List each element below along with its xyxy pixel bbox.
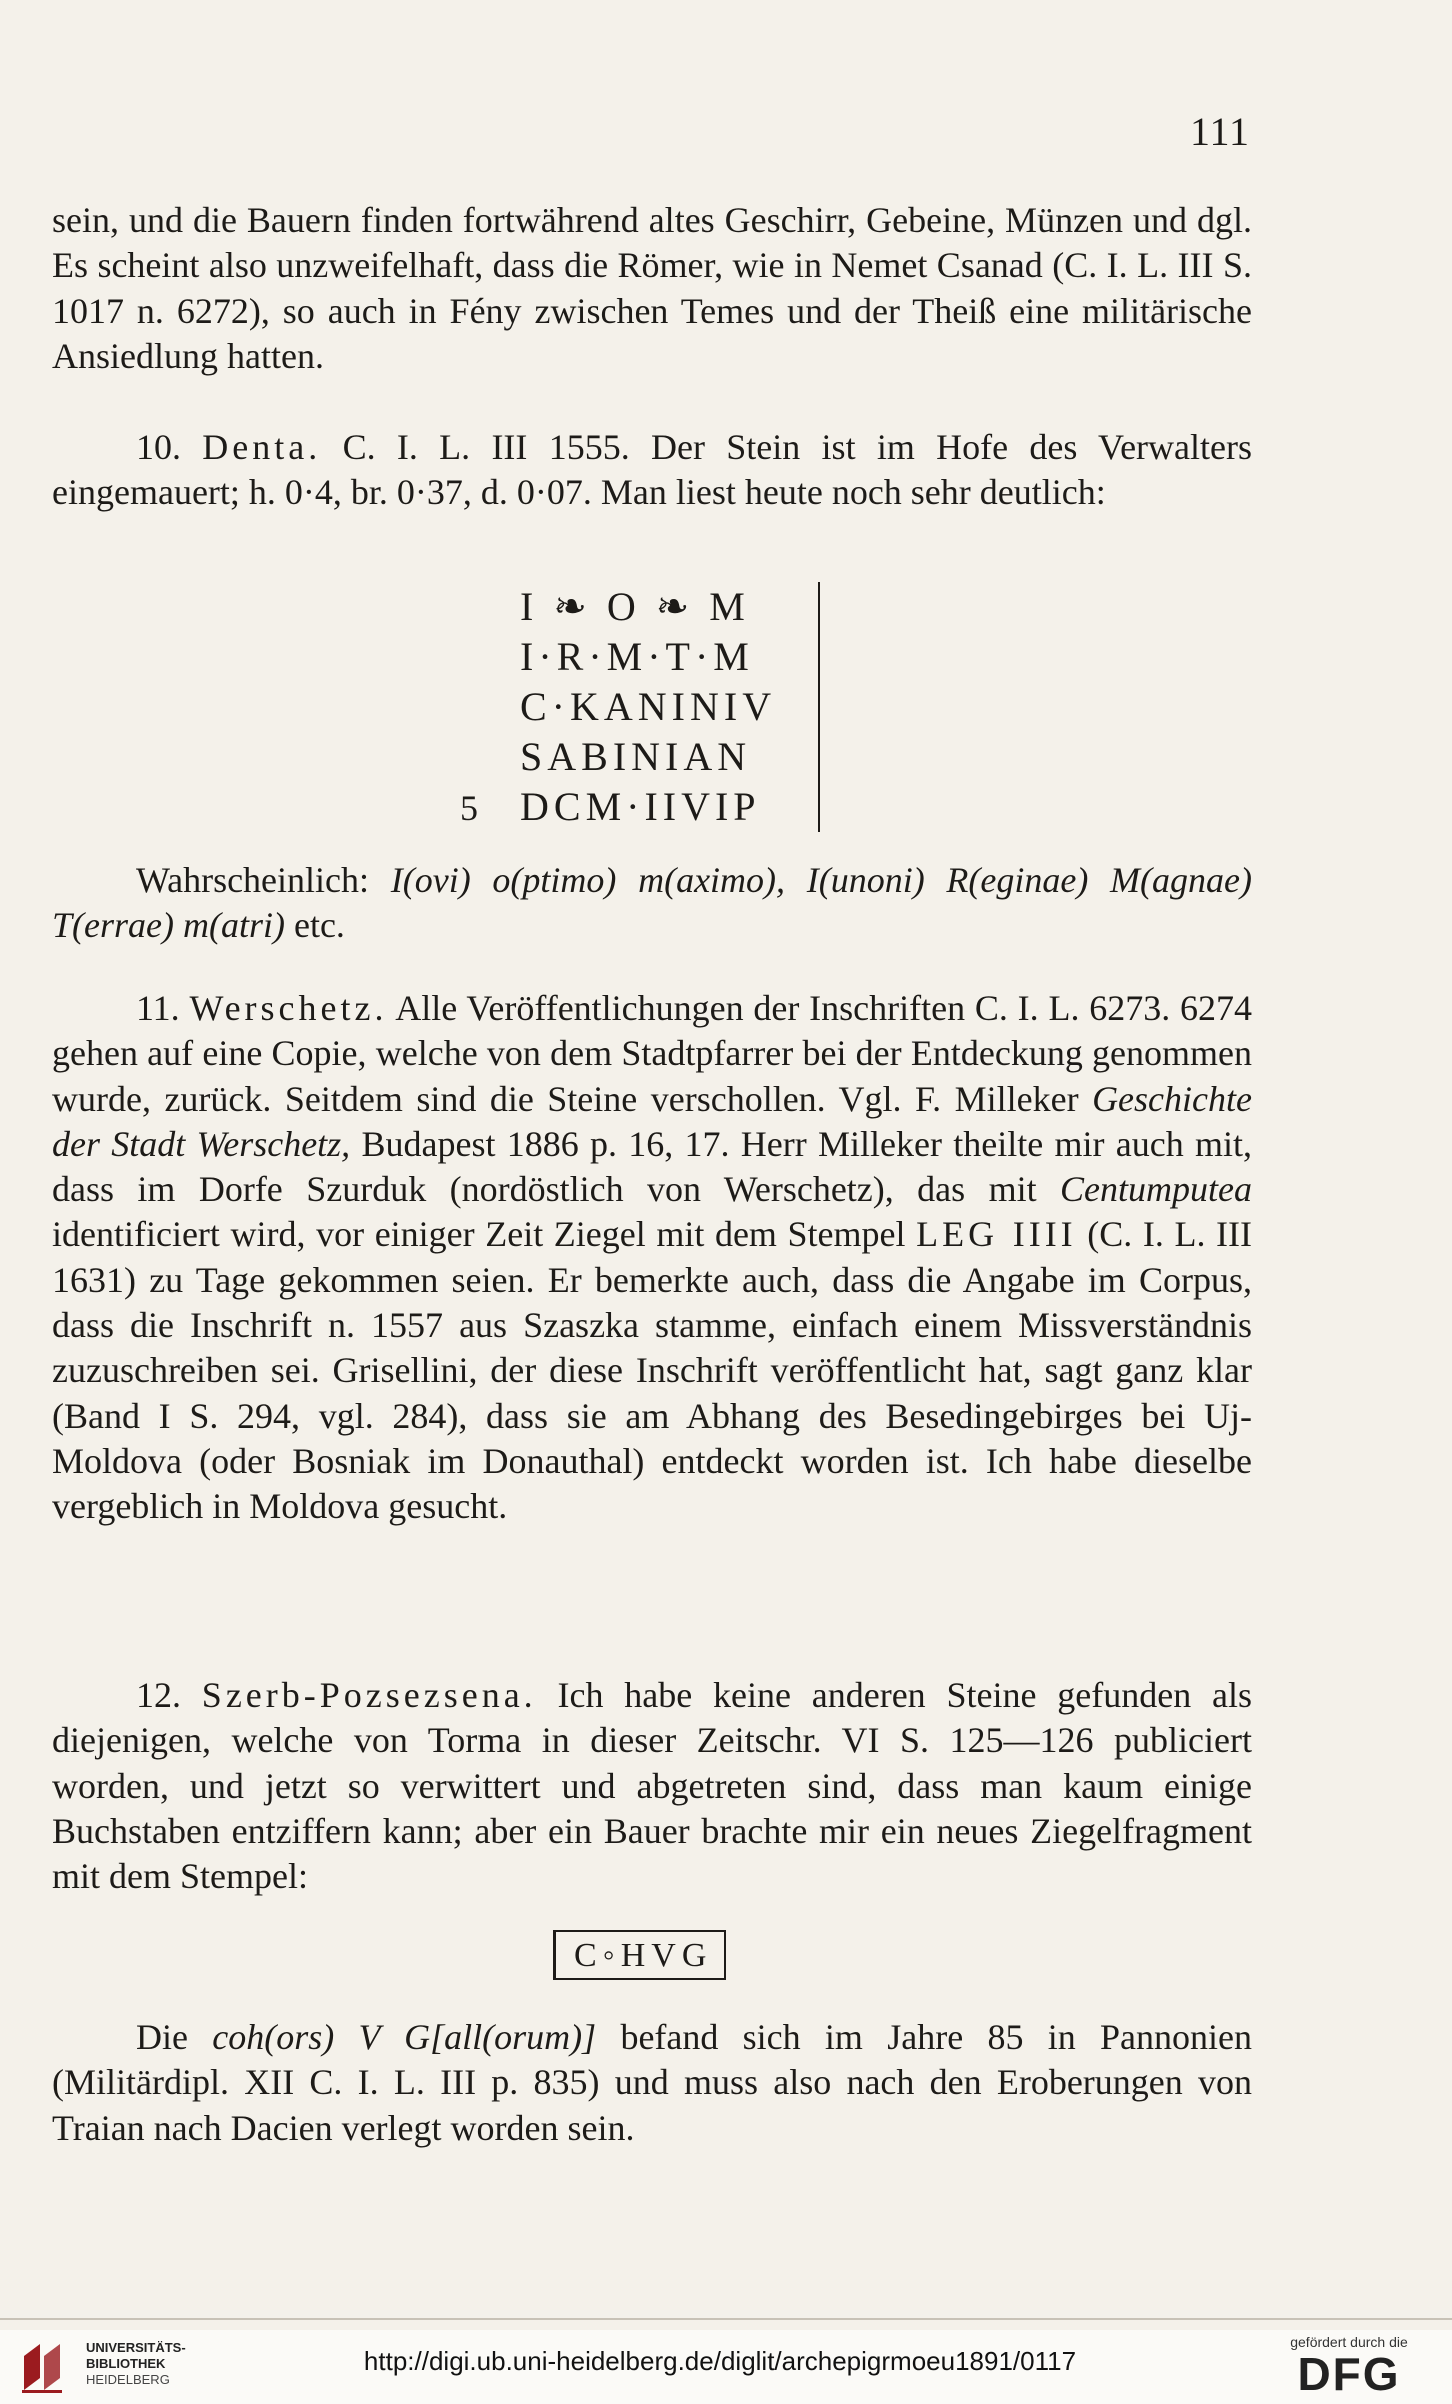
library-name-line: BIBLIOTHEK: [86, 2356, 166, 2371]
paragraph-cohors: [52, 2015, 1252, 2151]
inscription-text: I ❧ O ❧ M: [520, 582, 820, 632]
inscription-block: [460, 582, 820, 832]
inscription-text: DCM·IIVIP: [520, 782, 820, 832]
line-number: 5: [460, 788, 478, 828]
paragraph-text: (C. I. L. III 1631) zu Tage gekommen seien. Er bemerkte auch, dass die Angabe im Corpus, dass die Inschrift n. 1557 aus Szaszka stamme, einfach einem Missverständnis zuzuschreiben sei. Grisellini, der diese Inschrift veröffentlicht hat, sagt ganz klar (Band I S. 294, vgl. 284), dass sie am Abhang des Besedingebirges bei Uj-Moldova (oder Bosniak im Donauthal) entdeckt worden ist. Ich habe dieselbe vergeblich in Moldova gesucht.: [52, 1214, 1253, 1527]
section-number: 11.: [136, 988, 180, 1028]
permalink[interactable]: http://digi.ub.uni-heidelberg.de/diglit/archepigrmoeu1891/0117: [363, 2346, 1077, 2376]
paragraph-szerb-pozsezsena: [52, 1673, 1252, 1899]
paragraph-denta: [52, 425, 1252, 516]
paragraph-text: Ich habe keine anderen Steine gefunden als diejenigen, welche von Torma in dieser Zeitschr. VI S. 125—126 publiciert worden, und jetzt so verwittert und abgetreten sind, dass man kaum einige Buchstaben entziffern kann; aber ein Bauer brachte mir ein neues Ziegelfragment mit dem Stempel:: [52, 1675, 1252, 1897]
place-name-werschetz: Werschetz.: [189, 988, 388, 1028]
library-name: [86, 2340, 186, 2388]
inscription-expansion: I(ovi) o(ptimo) m(aximo), I(unoni) R(eginae) M(agnae) T(errae) m(atri): [52, 860, 1253, 946]
place-name-denta: Denta.: [202, 427, 322, 467]
book-title: Geschichte der Stadt Werschetz,: [52, 1078, 1252, 1164]
library-name-line: UNIVERSITÄTS-: [86, 2340, 186, 2355]
funder-label: gefördert durch die: [1290, 2334, 1408, 2350]
library-logo-icon: [18, 2338, 70, 2396]
paragraph-text: Die: [136, 2017, 188, 2057]
place-name-szerb-pozsezsena: Szerb-Pozsezsena.: [201, 1675, 537, 1715]
tile-stamp: C◦HVG: [553, 1930, 726, 1980]
page-number: 111: [1190, 109, 1251, 154]
inscription-text: I·R·M·T·M: [520, 632, 820, 682]
paragraph-text: identificiert wird, vor einiger Zeit Ziegel mit dem Stempel: [52, 1214, 906, 1255]
paragraph-text: befand sich im Jahre 85 in Pannonien (Militärdipl. XII C. I. L. III p. 835) und muss also nach den Eroberungen von Traian nach Dacien verlegt worden sein.: [52, 2017, 1252, 2148]
paragraph-text: Budapest 1886 p. 16, 17. Herr Milleker theilte mir auch mit, dass im Dorfe Szurduk (nordöstlich von Werschetz), das mit: [52, 1123, 1252, 1210]
inscription-text: C·KANINIV: [520, 682, 820, 732]
inscription-text: SABINIAN: [520, 732, 820, 782]
footer-divider: [0, 2318, 1452, 2320]
paragraph-1: sein, und die Bauern finden fortwährend altes Geschirr, Gebeine, Münzen und dgl. Es scheint also unzweifelhaft, dass die Römer, wie in Nemet Csanad (C. I. L. III S. 1017 n. 6272), so auch in Fény zwischen Temes und der Theiß eine militärische Ansiedlung hatten.: [52, 200, 1252, 376]
section-number: 12.: [136, 1675, 181, 1715]
section-number: 10.: [136, 427, 181, 467]
dfg-logo: DFG: [1297, 2348, 1401, 2400]
cohort-name: coh(ors) V G[all(orum)]: [212, 2017, 597, 2057]
ancient-place-name: Centumputea: [1060, 1169, 1252, 1210]
legion-stamp: LEG IIII: [916, 1214, 1077, 1255]
inscription-line: [460, 632, 820, 682]
inscription-line: [460, 682, 820, 732]
inscription-line: [460, 732, 820, 782]
inscription-line: [460, 782, 820, 832]
paragraph-text: C. I. L. III 1555. Der Stein ist im Hofe des Verwalters eingemauert; h. 0·4, br. 0·37, d. 0·07. Man liest heute noch sehr deutlich:: [52, 427, 1252, 513]
paragraph-werschetz: [52, 986, 1252, 1530]
paragraph-expansion: [52, 858, 1252, 949]
footer-bar: [0, 2330, 1452, 2404]
paragraph-text: etc.: [293, 905, 345, 946]
library-name-line: HEIDELBERG: [86, 2372, 170, 2387]
funder-block: [1264, 2334, 1434, 2398]
inscription-line: [460, 582, 820, 632]
paragraph-text: Alle Veröffentlichungen der Inschriften C. I. L. 6273. 6274 gehen auf eine Copie, welche von dem Stadtpfarrer bei der Entdeckung genommen wurde, zurück. Seitdem sind die Steine verschollen. Vgl. F. Milleker: [52, 988, 1253, 1119]
paragraph-text: Wahrscheinlich:: [136, 860, 370, 900]
